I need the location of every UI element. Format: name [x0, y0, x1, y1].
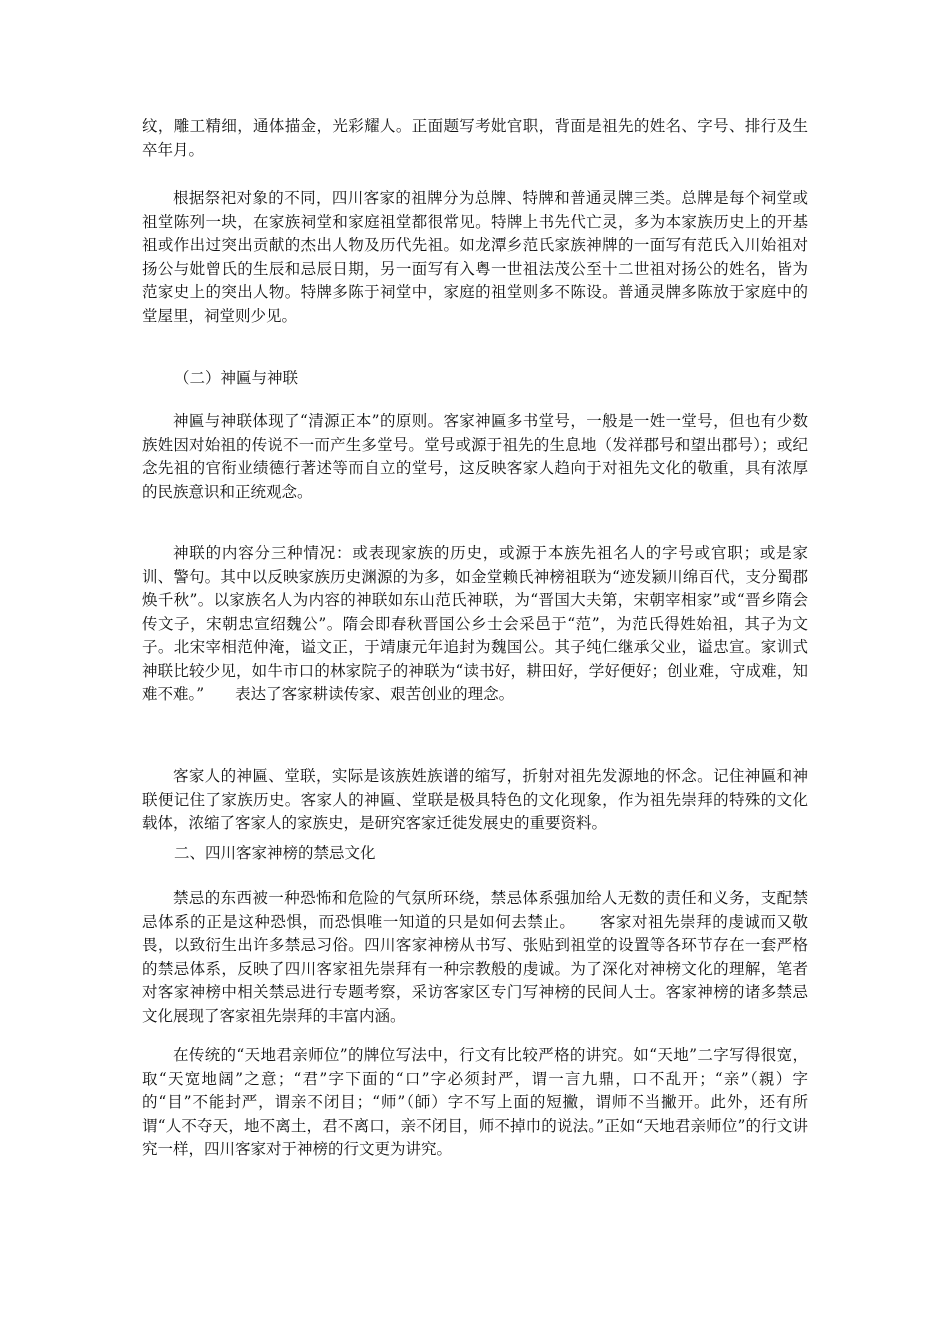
- paragraph-7: 在传统的“天地君亲师位”的牌位写法中，行文有比较严格的讲究。如“天地”二字写得很宽，取“天宽地阔”之意；“君”字下面的“口”字必须封严，谓一言九鼎，口不乱开；“亲”（親）字的“目”不能封严，谓亲不闭目；“师”（師）字不写上面的短撇，谓师不当撇开。此外，还有所谓“人不夺天，地不离土，君不离口，亲不闭目，师不掉巾的说法。”正如“天地君亲师位”的行文讲究一样，四川客家对于神榜的行文更为讲究。: [142, 1046, 808, 1158]
- section-heading-taboo-culture: 二、四川客家神榜的禁忌文化: [174, 844, 376, 862]
- paragraph-6: 禁忌的东西被一种恐怖和危险的气氛所环绕，禁忌体系强加给人无数的责任和义务，支配禁忌体系的正是这种恐惧，而恐惧唯一知道的只是如何去禁止。 客家对祖先崇拜的虔诚而又敬畏，以致衍生出许多禁忌习俗。四川客家神榜从书写、张贴到祖堂的设置等各环节存在一套严格的禁忌体系，反映了四川客家祖先崇拜有一种宗教般的虔诚。为了深化对神榜文化的理解，笔者对客家神榜中相关禁忌进行专题考察，采访客家区专门写神榜的民间人士。客家神榜的诸多禁忌文化展现了客家祖先崇拜的丰富内涵。: [142, 889, 808, 1025]
- paragraph-2: 根据祭祀对象的不同，四川客家的祖牌分为总牌、特牌和普通灵牌三类。总牌是每个祠堂或祖堂陈列一块，在家族祠堂和家庭祖堂都很常见。特牌上书先代亡灵，多为本家族历史上的开基祖或作出过突出贡献的杰出人物及历代先祖。如龙潭乡范氏家族神牌的一面写有范氏入川始祖对扬公与妣曾氏的生辰和忌辰日期，另一面写有入粤一世祖法茂公至十二世祖对扬公的姓名，皆为范家史上的突出人物。特牌多陈于祠堂中，家庭的祖堂则多不陈设。普通灵牌多陈放于家庭中的堂屋里，祠堂则少见。: [142, 189, 808, 325]
- paragraph-3: 神匾与神联体现了“清源正本”的原则。客家神匾多书堂号，一般是一姓一堂号，但也有少数族姓因对始祖的传说不一而产生多堂号。堂号或源于祖先的生息地（发祥郡号和望出郡号）；或纪念先祖的官衔业绩德行著述等而自立的堂号，这反映客家人趋向于对祖先文化的敬重，具有浓厚的民族意识和正统观念。: [142, 412, 808, 501]
- paragraph-5: 客家人的神匾、堂联，实际是该族姓族谱的缩写，折射对祖先发源地的怀念。记住神匾和神联便记住了家族历史。客家人的神匾、堂联是极具特色的文化现象，作为祖先崇拜的特殊的文化载体，浓缩了客家人的家族史，是研究客家迁徙发展史的重要资料。: [142, 767, 808, 832]
- paragraph-1: 纹，雕工精细，通体描金，光彩耀人。正面题写考妣官职，背面是祖先的姓名、字号、排行及生卒年月。: [142, 117, 808, 159]
- paragraph-4: 神联的内容分三种情况：或表现家族的历史，或源于本族先祖名人的字号或官职；或是家训、警句。其中以反映家族历史渊源的为多，如金堂赖氏神榜祖联为“迹发颍川绵百代，支分蜀郡焕千秋”。以家族名人为内容的神联如东山范氏神联，为“晋国大夫第，宋朝宰相家”或“晋乡隋会传文子，宋朝忠宣绍魏公”。隋会即春秋晋国公乡士会采邑于“范”，为范氏得姓始祖，其子为文子。北宋宰相范仲淹，谥文正，于靖康元年追封为魏国公。其子纯仁继承父业，谥忠宣。家训式神联比较少见，如牛市口的林家院子的神联为“读书好，耕田好，学好便好；创业难，守成难，知难不难。” 表达了客家耕读传家、艰苦创业的理念。: [142, 544, 808, 703]
- section-heading-plaques-couplets: （二）神匾与神联: [174, 369, 299, 387]
